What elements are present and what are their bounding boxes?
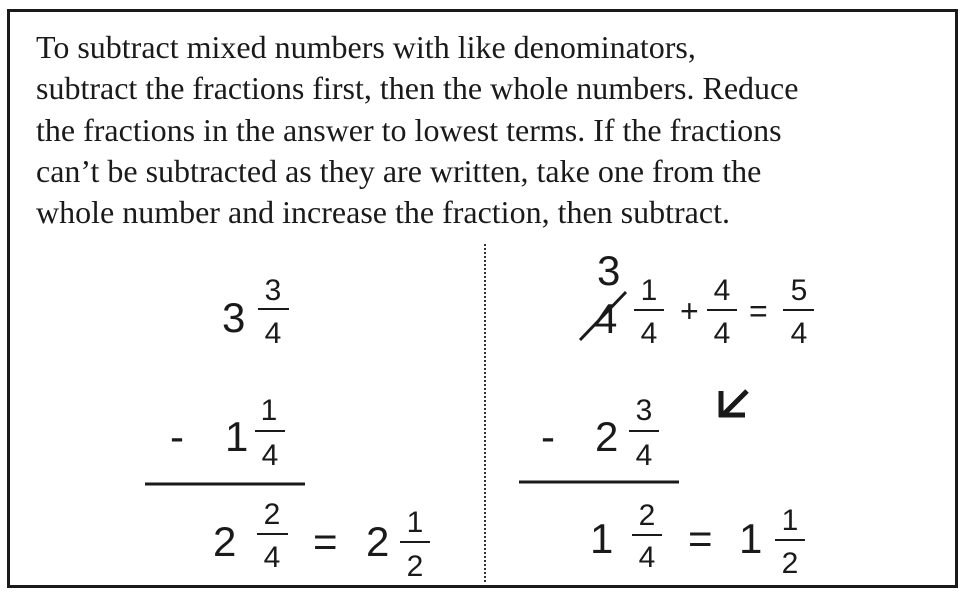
left-subtrahend-denominator: 4: [261, 439, 279, 472]
right-subtrahend-numerator: 3: [635, 394, 653, 427]
right-minuend-numerator: 1: [640, 274, 658, 307]
left-result-whole: 2: [213, 518, 237, 565]
right-subtrahend-whole: 2: [595, 413, 619, 460]
right-minuend-denominator: 4: [640, 317, 658, 350]
instruction-line: To subtract mixed numbers with like denominators,: [36, 29, 696, 65]
instruction-line: subtract the fractions first, then the whole numbers. Reduce: [36, 70, 799, 107]
right-result-denominator: 4: [638, 541, 656, 574]
left-minus-sign: -: [170, 413, 184, 460]
right-result-whole: 1: [590, 515, 614, 562]
right-new-denominator: 4: [790, 317, 808, 350]
right-reduced-whole: 1: [739, 515, 763, 562]
left-minuend-numerator: 3: [264, 274, 282, 307]
right-result-numerator: 2: [638, 499, 656, 532]
right-minus-sign: -: [541, 413, 555, 460]
instruction-line: the fractions in the answer to lowest terms. If the fractions: [36, 111, 782, 148]
right-equals-sign: =: [688, 515, 713, 562]
right-original-whole: 4: [594, 295, 618, 342]
left-minuend-denominator: 4: [264, 317, 282, 350]
left-equals-sign: =: [313, 518, 338, 565]
left-reduced-denominator: 2: [406, 550, 424, 583]
instruction-line: whole number and increase the fraction, then subtract.: [36, 194, 730, 231]
right-example: [519, 247, 814, 580]
left-reduced-numerator: 1: [406, 506, 424, 539]
left-subtrahend-numerator: 1: [260, 394, 278, 427]
plus-sign: +: [680, 293, 699, 329]
right-new-numerator: 5: [790, 274, 808, 307]
left-result-numerator: 2: [263, 498, 281, 531]
right-subtrahend-denominator: 4: [635, 439, 653, 472]
left-minuend-whole: 3: [222, 294, 246, 341]
left-example: [145, 274, 430, 583]
left-subtrahend-whole: 1: [225, 413, 249, 460]
right-top-equals-sign: =: [749, 293, 768, 329]
right-borrowed-whole: 3: [597, 247, 621, 294]
arrow-down-left-icon: [719, 391, 747, 417]
instruction-line: can’t be subtracted as they are written, take one from the: [36, 152, 762, 189]
left-result-denominator: 4: [263, 541, 281, 574]
right-added-denominator: 4: [713, 317, 731, 350]
right-reduced-denominator: 2: [781, 547, 799, 580]
right-added-numerator: 4: [713, 274, 731, 307]
right-reduced-numerator: 1: [781, 504, 799, 537]
left-reduced-whole: 2: [366, 518, 390, 565]
